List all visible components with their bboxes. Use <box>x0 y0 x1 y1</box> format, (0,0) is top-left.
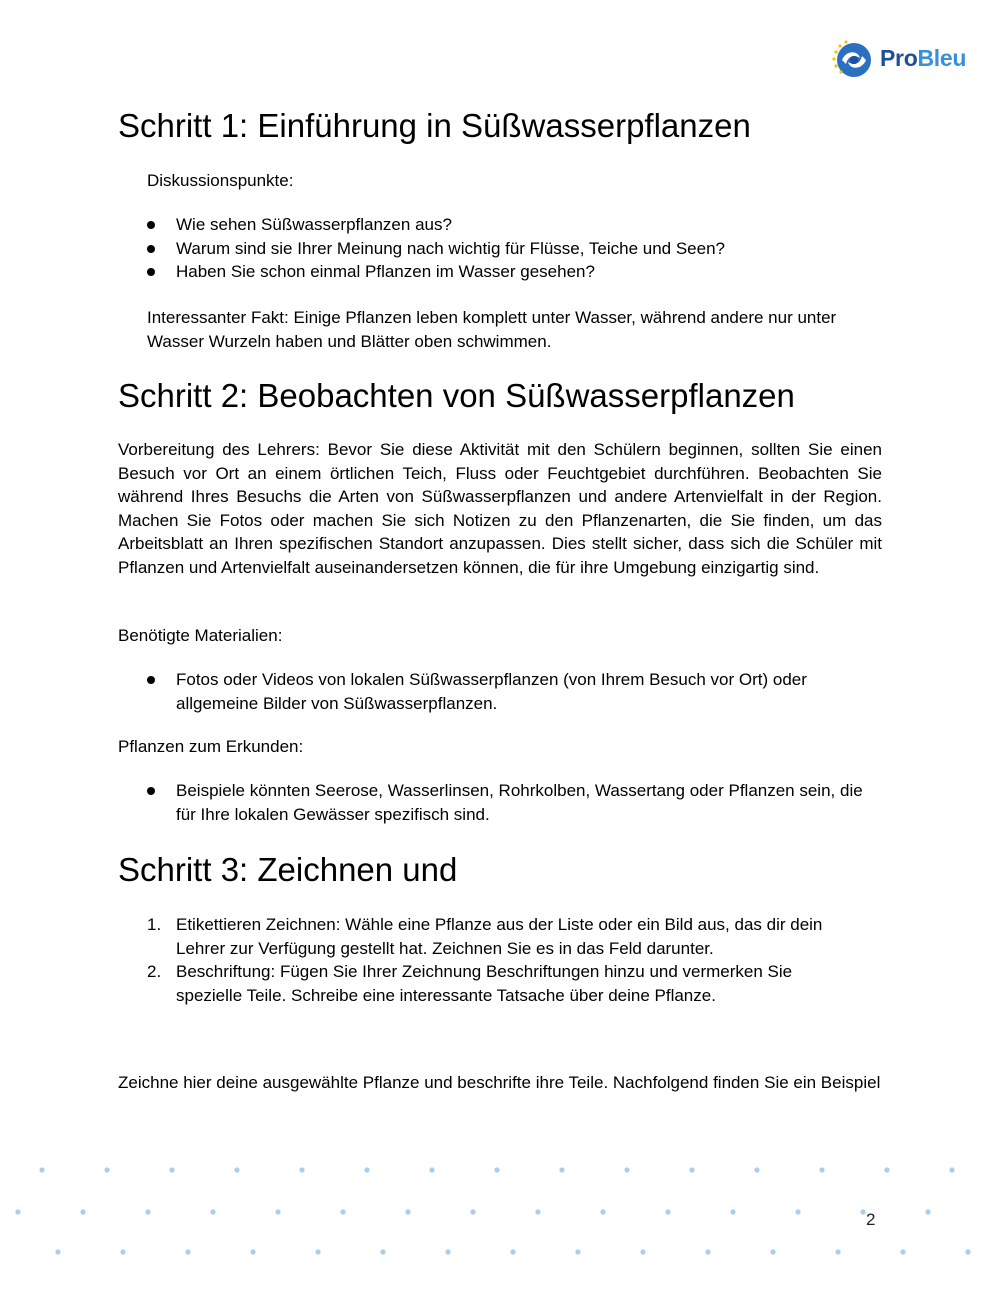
decorative-dot <box>535 1209 540 1214</box>
page-number: 2 <box>866 1210 876 1229</box>
decorative-dot <box>835 1249 840 1254</box>
list-item-text: Beschriftung: Fügen Sie Ihrer Zeichnung Beschriftungen hinzu und vermerken Sie spezielle Teile. Schreibe eine interessante Tatsache über deine Pflanze. <box>176 962 793 1005</box>
materials-label: Benötigte Materialien: <box>118 626 283 645</box>
bullet-icon <box>147 245 155 253</box>
materials-list <box>147 668 857 715</box>
decorative-dot <box>575 1249 580 1254</box>
decorative-dot <box>169 1167 174 1172</box>
list-number: 1. <box>147 915 162 934</box>
list-item-text: Beispiele könnten Seerose, Wasserlinsen, Rohrkolben, Wassertang oder Pflanzen sein, die für Ihre lokalen Gewässer spezifisch sind. <box>176 781 863 824</box>
list-number: 2. <box>147 962 162 982</box>
list-item <box>147 237 887 261</box>
list-item-text: Etikettieren Zeichnen: Wähle eine Pflanze aus der Liste oder ein Bild aus, das dir dein Lehrer zur Verfügung gestellt hat. Zeichnen Sie es in das Feld darunter. <box>176 915 823 958</box>
bullet-icon <box>147 268 155 276</box>
decorative-dot <box>80 1209 85 1214</box>
bullet-icon <box>147 787 155 795</box>
decorative-dot <box>299 1167 304 1172</box>
decorative-dot <box>445 1249 450 1254</box>
plants-list <box>147 779 887 826</box>
decorative-dot <box>624 1167 629 1172</box>
decorative-dot <box>315 1249 320 1254</box>
task-list <box>147 913 862 1007</box>
decorative-dot <box>770 1249 775 1254</box>
decorative-dot <box>510 1249 515 1254</box>
list-item <box>147 668 857 715</box>
list-item-text: Haben Sie schon einmal Pflanzen im Wasser gesehen? <box>176 262 595 282</box>
decorative-dot <box>145 1209 150 1214</box>
decorative-dot <box>210 1209 215 1214</box>
decorative-dot <box>949 1167 954 1172</box>
step1-heading: Schritt 1: Einführung in Süßwasserpflanzen <box>118 107 751 144</box>
decorative-dot <box>185 1249 190 1254</box>
decorative-dot <box>925 1209 930 1214</box>
decorative-dot <box>364 1167 369 1172</box>
decorative-dot <box>795 1209 800 1214</box>
logo-wordmark <box>880 45 966 72</box>
decorative-dot <box>494 1167 499 1172</box>
discussion-list <box>147 213 887 284</box>
decorative-dot <box>900 1249 905 1254</box>
decorative-dot <box>234 1167 239 1172</box>
decorative-dot <box>640 1249 645 1254</box>
list-item <box>147 779 887 826</box>
decorative-dot-pattern <box>0 1150 1000 1270</box>
discussion-label: Diskussionspunkte: <box>147 171 294 190</box>
list-item-text: Wie sehen Süßwasserpflanzen aus? <box>176 215 452 234</box>
list-item-text: Warum sind sie Ihrer Meinung nach wichtig für Flüsse, Teiche und Seen? <box>176 238 725 258</box>
probleu-logo-icon <box>830 38 876 80</box>
list-item <box>147 213 887 237</box>
decorative-dot <box>405 1209 410 1214</box>
decorative-dot <box>860 1209 865 1214</box>
decorative-dot <box>55 1249 60 1254</box>
decorative-dot <box>754 1167 759 1172</box>
decorative-dot <box>104 1167 109 1172</box>
decorative-dot <box>689 1167 694 1172</box>
decorative-dot <box>39 1167 44 1172</box>
step2-heading: Schritt 2: Beobachten von Süßwasserpflanzen <box>118 377 795 414</box>
probleu-logo <box>830 38 980 80</box>
decorative-dot <box>120 1249 125 1254</box>
decorative-dot <box>340 1209 345 1214</box>
decorative-dot <box>470 1209 475 1214</box>
decorative-dot <box>600 1209 605 1214</box>
teacher-preparation: Vorbereitung des Lehrers: Bevor Sie diese Aktivität mit den Schülern beginnen, sollten Sie einen Besuch vor Ort an einem örtlichen Teich, Fluss oder Feuchtgebiet durchführen. Beobachten Sie während Ihres Besuchs die Arten von Süßwasserpflanzen und andere Artenvielfalt in der Region. Machen Sie Fotos oder machen Sie sich Notizen zu den Pflanzenarten, die Sie finden, um das Arbeitsblatt an Ihren spezifischen Standort anzupassen. Dies stellt sicher, dass sich die Schüler mit Pflanzen und Artenvielfalt auseinandersetzen können, die für ihre Umgebung einzigartig sind. <box>118 440 882 577</box>
decorative-dot <box>559 1167 564 1172</box>
logo-text-bleu: Bleu <box>917 45 967 71</box>
decorative-dot <box>884 1167 889 1172</box>
bullet-icon <box>147 676 155 684</box>
drawing-instruction: Zeichne hier deine ausgewählte Pflanze und beschrifte ihre Teile. Nachfolgend finden Sie ein Beispiel <box>118 1073 881 1092</box>
bullet-icon <box>147 221 155 229</box>
list-item <box>147 913 862 960</box>
decorative-dot <box>15 1209 20 1214</box>
decorative-dot <box>665 1209 670 1214</box>
decorative-dot <box>250 1249 255 1254</box>
list-item <box>147 260 887 284</box>
plants-label: Pflanzen zum Erkunden: <box>118 737 304 756</box>
step3-heading: Schritt 3: Zeichnen und <box>118 851 458 888</box>
interesting-fact: Interessanter Fakt: Einige Pflanzen leben komplett unter Wasser, während andere nur unter Wasser Wurzeln haben und Blätter oben schwimmen. <box>147 308 837 351</box>
list-item <box>147 960 862 1007</box>
decorative-dot <box>705 1249 710 1254</box>
decorative-dot <box>429 1167 434 1172</box>
decorative-dot <box>380 1249 385 1254</box>
decorative-dot <box>965 1249 970 1254</box>
logo-text-pro: Pro <box>880 45 918 71</box>
decorative-dot <box>275 1209 280 1214</box>
list-item-text: Fotos oder Videos von lokalen Süßwasserpflanzen (von Ihrem Besuch vor Ort) oder allgemeine Bilder von Süßwasserpflanzen. <box>176 670 807 713</box>
decorative-dot <box>730 1209 735 1214</box>
decorative-dot <box>819 1167 824 1172</box>
